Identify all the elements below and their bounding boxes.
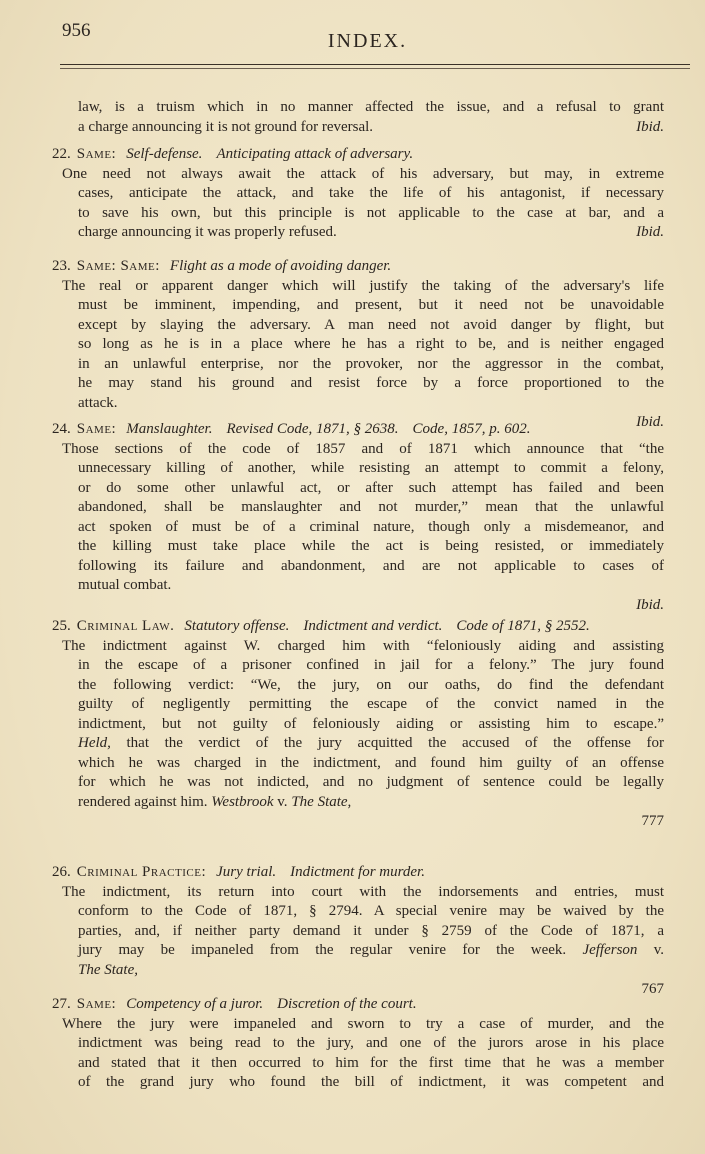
case-name: The State, xyxy=(78,961,138,978)
text-line xyxy=(52,557,664,577)
text-line xyxy=(52,695,664,715)
entry-subtopic: Code of 1871, § 2552. xyxy=(456,618,590,634)
citation: Ibid. xyxy=(636,224,664,240)
text-segment: Those sections of the code of 1857 and of 1871 which announce that “the xyxy=(62,440,664,457)
text-line xyxy=(52,498,664,518)
text-segment: One need not always await the attack of his adversary, but may, in extreme xyxy=(62,165,664,182)
entry-number: 26. xyxy=(52,864,71,880)
entry-subtopic: Discretion of the court. xyxy=(277,996,417,1012)
page-number: 956 xyxy=(62,20,91,41)
entry-subtopic: Statutory offense. xyxy=(184,618,290,634)
text-line xyxy=(52,165,664,185)
text-line xyxy=(52,902,664,922)
text-line xyxy=(52,277,664,297)
case-name: Held, xyxy=(78,735,111,751)
index-entry xyxy=(52,617,664,832)
entry-number: 24. xyxy=(52,421,71,437)
citation-line xyxy=(52,596,664,616)
text-line xyxy=(52,1073,664,1093)
text-line xyxy=(52,961,664,981)
header-rule-thin xyxy=(60,68,690,69)
text-line xyxy=(52,479,664,499)
text-segment: unnecessary killing of another, while resisting an attempt to commit a felony, xyxy=(78,460,664,476)
index-entry xyxy=(52,98,664,137)
citation: Ibid. xyxy=(636,118,664,135)
text-line xyxy=(52,204,664,224)
text-line xyxy=(52,184,664,204)
text-line xyxy=(52,440,664,460)
entry-heading xyxy=(52,995,664,1015)
entry-number: 22. xyxy=(52,146,71,162)
entry-subtopic: Indictment for murder. xyxy=(290,864,425,880)
index-entry xyxy=(52,863,664,1000)
text-segment: must be imminent, impending, and present, but it need not be unavoidable xyxy=(78,297,664,313)
text-line xyxy=(52,118,664,138)
entry-heading xyxy=(52,863,664,883)
entry-topic: Same: xyxy=(76,421,117,437)
text-segment: that the verdict of the jury acquitted the accused of the offense for xyxy=(110,735,664,751)
text-segment: v. xyxy=(273,793,292,810)
text-line xyxy=(52,1034,664,1054)
page-title: INDEX. xyxy=(327,30,408,52)
entry-heading xyxy=(52,145,664,165)
text-line xyxy=(52,883,664,903)
text-line xyxy=(52,296,664,316)
text-segment: following its failure and abandonment, and are not applicable to cases of xyxy=(78,557,664,574)
citation: Ibid. xyxy=(636,596,664,613)
text-segment: abandoned, shall be manslaughter and not murder,” mean that the unlawful xyxy=(78,499,664,515)
text-line xyxy=(52,1054,664,1074)
text-line xyxy=(52,793,664,813)
text-line xyxy=(52,223,664,243)
text-line xyxy=(52,374,664,394)
entry-subtopic: Jury trial. xyxy=(216,864,277,880)
text-segment: to save his own, but this principle is not applicable to the case at bar, and a xyxy=(78,204,664,221)
text-line xyxy=(52,537,664,557)
text-segment: or do some other unlawful act, or after such attempt has failed and been xyxy=(78,479,664,496)
case-name: The State, xyxy=(291,793,352,810)
text-segment: a charge announcing it is not ground for reversal. xyxy=(78,118,374,135)
index-entry xyxy=(52,257,664,433)
case-name: Westbrook xyxy=(211,793,274,810)
text-line xyxy=(52,1015,664,1035)
text-segment: he may stand his ground and resist force by a force proportioned to the xyxy=(78,375,664,391)
text-segment: so long as he is in a place where he has a right to be, and is neither engaged xyxy=(78,336,664,352)
text-segment: the killing must take place while the act is being resisted, or immediately xyxy=(78,538,664,554)
entry-subtopic: Code, 1857, p. 602. xyxy=(412,421,531,437)
text-line xyxy=(52,773,664,793)
text-segment: jury may be impaneled from the regular venire for the week. xyxy=(78,942,583,958)
entry-topic: Criminal Law. xyxy=(76,618,175,634)
text-segment: rendered against him. xyxy=(78,793,212,810)
entry-subtopic: Competency of a juror. xyxy=(126,996,264,1012)
text-line xyxy=(52,754,664,774)
text-segment: in the escape of a prisoner confined in jail for a felony.” The jury found xyxy=(78,657,664,673)
entry-heading xyxy=(52,420,664,440)
text-segment: attack. xyxy=(78,394,118,411)
header-rule xyxy=(60,64,690,65)
text-line xyxy=(52,576,664,596)
entry-subtopic: Self-defense. xyxy=(126,146,203,162)
entry-heading xyxy=(52,617,664,637)
entry-subtopic: Revised Code, 1871, § 2638. xyxy=(226,421,399,437)
text-line xyxy=(52,98,664,118)
text-segment: mutual combat. xyxy=(78,577,172,593)
text-segment: and stated that it then occurred to him for the first time that he was a member xyxy=(78,1054,664,1071)
entry-heading xyxy=(52,257,664,277)
text-segment: law, is a truism which in no manner affected the issue, and a refusal to grant xyxy=(78,99,664,115)
text-segment: The indictment, its return into court with the indorsements and entries, must xyxy=(62,883,664,900)
text-segment: of the grand jury who found the bill of indictment, it was competent and xyxy=(78,1074,664,1090)
text-line xyxy=(52,715,664,735)
text-line xyxy=(52,394,664,414)
entry-number: 25. xyxy=(52,618,71,634)
entry-subtopic: Anticipating attack of adversary. xyxy=(216,146,414,162)
text-segment: except by slaying the adversary. A man need not avoid danger by flight, but xyxy=(78,316,664,333)
text-segment: act spoken of must be of a criminal nature, though only a misdemeanor, and xyxy=(78,518,664,535)
text-line xyxy=(52,656,664,676)
citation: Ibid. xyxy=(636,414,664,430)
case-name: Jefferson xyxy=(582,942,638,958)
index-entry xyxy=(52,145,664,243)
entry-number: 23. xyxy=(52,258,71,274)
text-segment: Where the jury were impaneled and sworn to try a case of murder, and the xyxy=(62,1015,664,1032)
text-line xyxy=(52,676,664,696)
text-segment: for which he was not indicted, and no judgment of sentence could be legally xyxy=(78,774,664,790)
text-line xyxy=(52,335,664,355)
text-line xyxy=(52,355,664,375)
entry-number: 27. xyxy=(52,996,71,1012)
entry-subtopic: Flight as a mode of avoiding danger. xyxy=(169,258,392,274)
text-segment: in an unlawful enterprise, nor the provoker, nor the aggressor in the combat, xyxy=(78,355,664,372)
text-segment: cases, anticipate the attack, and take the life of his antagonist, if necessary xyxy=(78,185,664,201)
entry-topic: Same: Same: xyxy=(76,258,160,274)
text-segment: charge announcing it was properly refused. xyxy=(78,224,337,240)
text-segment: indictment, but not guilty of feloniously aiding or assisting him to escape.” xyxy=(78,715,664,732)
text-segment: v. xyxy=(637,942,664,958)
text-segment: guilty of negligently permitting the escape of the convict named in the xyxy=(78,696,664,712)
text-segment: conform to the Code of 1871, § 2794. A special venire may be waived by the xyxy=(78,903,664,919)
text-segment: indictment was being read to the jury, and one of the jurors arose in his place xyxy=(78,1035,664,1051)
text-segment: The real or apparent danger which will justify the taking of the adversary's life xyxy=(62,277,664,294)
text-segment: parties, and, if neither party demand it under § 2759 of the Code of 1871, a xyxy=(78,922,664,939)
entry-topic: Criminal Practice: xyxy=(76,864,207,880)
text-line xyxy=(52,459,664,479)
text-line xyxy=(52,637,664,657)
entry-topic: Same: xyxy=(76,146,117,162)
page-reference: 767 xyxy=(641,981,664,997)
text-segment: the following verdict: “We, the jury, on our oaths, do find the defendant xyxy=(78,676,664,693)
text-line xyxy=(52,941,664,961)
index-entry xyxy=(52,995,664,1093)
text-line xyxy=(52,316,664,336)
text-line xyxy=(52,922,664,942)
entry-topic: Same: xyxy=(76,996,117,1012)
page-reference: 777 xyxy=(641,813,664,829)
text-line xyxy=(52,734,664,754)
entry-subtopic: Indictment and verdict. xyxy=(303,618,443,634)
text-segment: The indictment against W. charged him with “feloniously aiding and assisting xyxy=(62,637,664,654)
entry-subtopic: Manslaughter. xyxy=(126,421,213,437)
citation-line xyxy=(52,812,664,832)
text-line xyxy=(52,518,664,538)
text-segment: which he was charged in the indictment, and found him guilty of an offense xyxy=(78,754,664,771)
index-entry xyxy=(52,420,664,615)
